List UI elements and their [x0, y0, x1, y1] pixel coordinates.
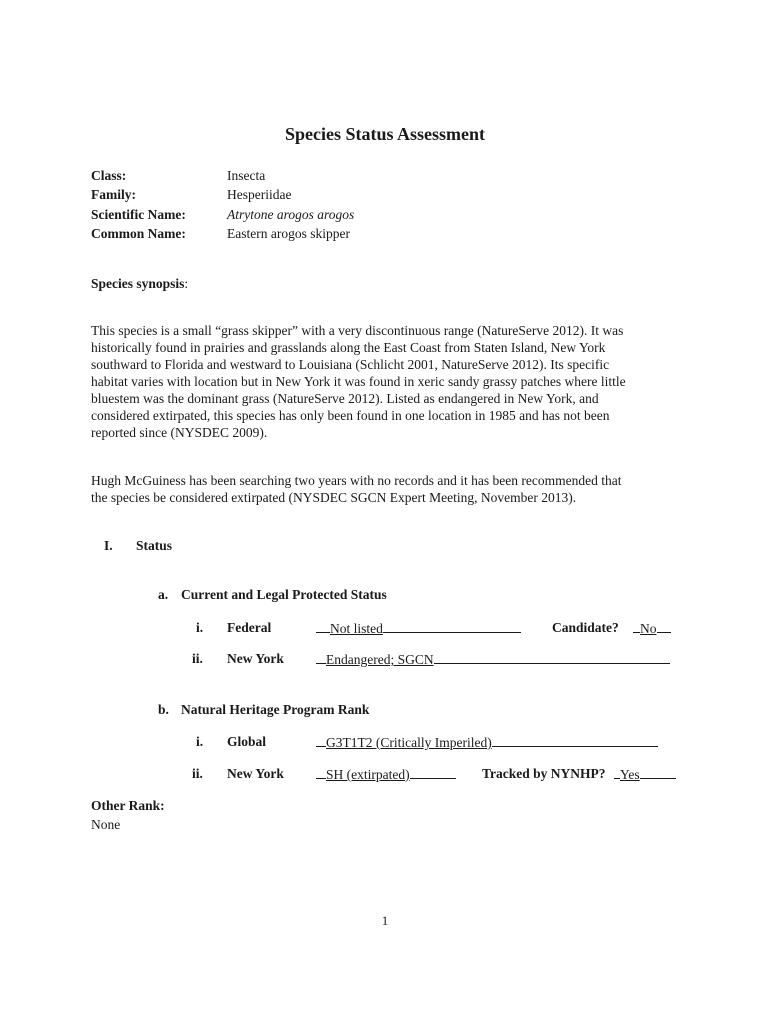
paragraph-line: the species be considered extirpated (NYSDEC SGCN Expert Meeting, November 2013). — [91, 490, 577, 505]
other-rank-value: None — [91, 817, 121, 832]
subsection-letter-a: a. — [158, 587, 169, 602]
global-rank-label: Global — [227, 734, 267, 749]
paragraph-line: bluestem was the dominant grass (NatureServe 2012). Listed as endangered in New York, and — [91, 391, 599, 406]
candidate-label: Candidate? — [552, 620, 619, 635]
paragraph-line: considered extirpated, this species has only been found in one location in 1985 and has not been — [91, 408, 610, 423]
item-numeral-ii: ii. — [192, 766, 203, 781]
synopsis-heading-line — [91, 276, 188, 292]
new-york-rank-value: SH (extirpated) — [326, 767, 410, 782]
item-numeral-i: i. — [196, 734, 204, 749]
paragraph-line: habitat varies with location but in New York it was found in xeric sandy grassy patches where little — [91, 374, 626, 389]
global-rank-value: G3T1T2 (Critically Imperiled) — [326, 735, 492, 750]
subsection-letter-b: b. — [158, 702, 169, 717]
family-label: Family: — [91, 187, 136, 202]
item-numeral-ii: ii. — [192, 651, 203, 666]
tracked-by-nynhp-value: Yes — [620, 767, 640, 782]
paragraph-line: southward to Florida and westward to Louisiana (Schlicht 2001, NatureServe 2012). Its specific — [91, 357, 610, 372]
paragraph-line: reported since (NYSDEC 2009). — [91, 425, 268, 440]
global-rank-field — [316, 734, 658, 751]
item-numeral-i: i. — [196, 620, 204, 635]
class-label: Class: — [91, 168, 127, 183]
common-name-label: Common Name: — [91, 226, 186, 241]
synopsis-heading: Species synopsis — [91, 276, 185, 291]
paragraph-line: historically found in prairies and grasslands along the East Coast from Staten Island, New York — [91, 340, 606, 355]
scientific-name-label: Scientific Name: — [91, 207, 186, 222]
new-york-status-label: New York — [227, 651, 284, 666]
page-number: 1 — [381, 913, 389, 928]
subsection-heading-protected-status: Current and Legal Protected Status — [181, 587, 387, 602]
other-rank-heading: Other Rank: — [91, 798, 165, 813]
candidate-field — [633, 620, 671, 637]
class-value: Insecta — [227, 168, 266, 183]
tracked-by-nynhp-field — [614, 766, 676, 783]
federal-field — [316, 620, 521, 637]
new-york-rank-field — [316, 766, 456, 783]
new-york-status-value: Endangered; SGCN — [326, 652, 434, 667]
paragraph-line: This species is a small “grass skipper” with a very discontinuous range (NatureServe 2012). It was — [91, 323, 624, 338]
tracked-by-nynhp-label: Tracked by NYNHP? — [482, 766, 606, 781]
section-heading-status: Status — [136, 538, 173, 553]
synopsis-colon: : — [184, 276, 189, 291]
page-title: Species Status Assessment — [284, 124, 485, 144]
paragraph-line: Hugh McGuiness has been searching two years with no records and it has been recommended that — [91, 473, 622, 488]
common-name-value: Eastern arogos skipper — [227, 226, 350, 241]
synopsis-paragraph-1 — [91, 322, 691, 441]
federal-label: Federal — [227, 620, 272, 635]
scientific-name-value: Atrytone arogos arogos — [227, 207, 355, 222]
new-york-rank-label: New York — [227, 766, 284, 781]
candidate-value: No — [640, 621, 657, 636]
subsection-heading-heritage-rank: Natural Heritage Program Rank — [181, 702, 370, 717]
federal-value: Not listed — [330, 621, 383, 636]
section-numeral: I. — [104, 538, 113, 553]
family-value: Hesperiidae — [227, 187, 292, 202]
new-york-status-field — [316, 651, 670, 668]
synopsis-paragraph-2 — [91, 472, 691, 506]
